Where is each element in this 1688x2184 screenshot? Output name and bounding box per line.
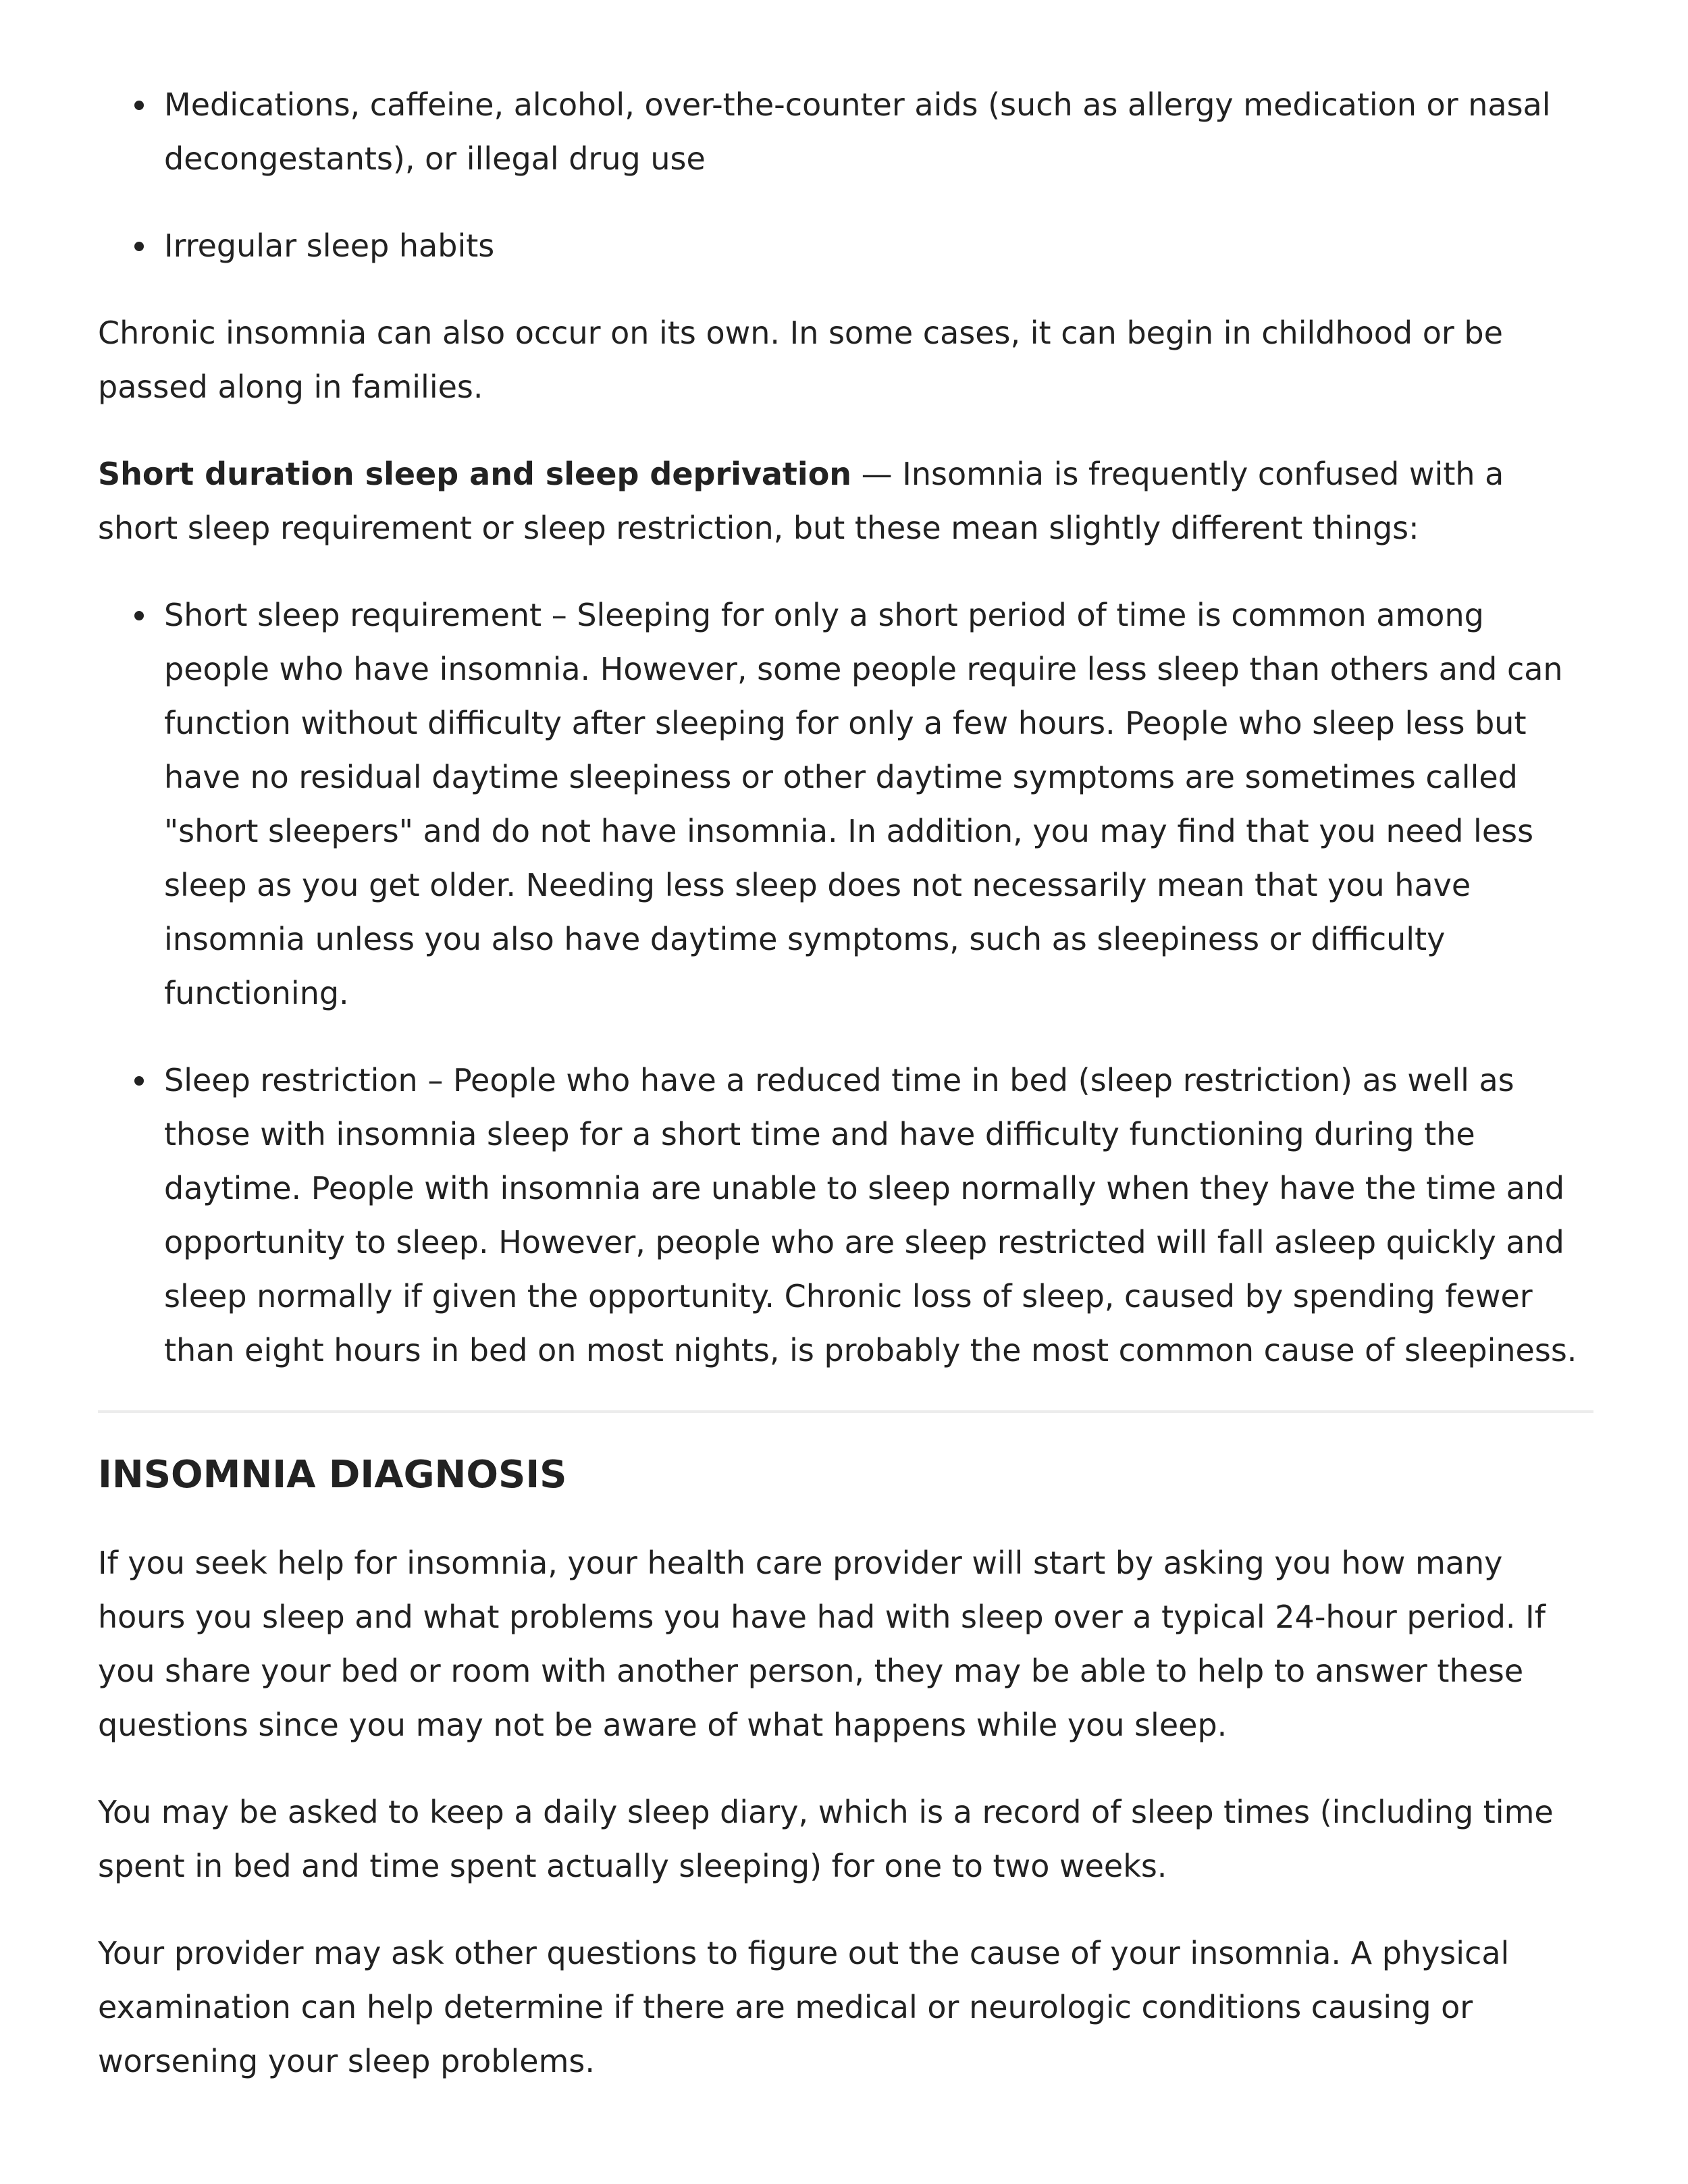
article-content [98,78,1593,2121]
section-divider [98,1410,1593,1413]
list-item: Irregular sleep habits [164,219,1593,273]
diagnosis-paragraph: If you seek help for insomnia, your health care provider will start by asking you how many hours you sleep and what problems you have had with sleep over a typical 24-hour period. If you share your bed or room with another person, they may be able to help to answer these questions since you may not be aware of what happens while you sleep. [98,1545,1546,1743]
short-duration-text: — Insomnia is frequently confused with a short sleep requirement or sleep restriction, but these mean slightly different things: [98,456,1504,546]
list-item: Sleep restriction – People who have a reduced time in bed (sleep restriction) as well as those with insomnia sleep for a short time and have difficulty functioning during the daytime. People with insomnia are unable to sleep normally when they have the time and opportunity to sleep. However, people who are sleep restricted will fall asleep quickly and sleep normally if given the opportunity. Chronic loss of sleep, caused by spending fewer than eight hours in bed on most nights, is probably the most common cause of sleepiness. [164,1053,1593,1377]
sleep-types-list [98,588,1593,1377]
diagnosis-paragraph: Your provider may ask other questions to figure out the cause of your insomnia. A physical examination can help determine if there are medical or neurologic conditions causing or worsening your sleep problems. [98,1935,1510,2079]
causes-list [98,78,1593,273]
short-duration-paragraph [98,447,1593,555]
short-duration-term: Short duration sleep and sleep deprivation [98,456,852,492]
section-heading: INSOMNIA DIAGNOSIS [98,1453,567,1497]
list-item: Medications, caffeine, alcohol, over-the-counter aids (such as allergy medication or nasal decongestants), or illegal drug use [164,78,1593,186]
diagnosis-paragraph: You may be asked to keep a daily sleep diary, which is a record of sleep times (including time spent in bed and time spent actually sleeping) for one to two weeks. [98,1794,1554,1884]
list-item: Short sleep requirement – Sleeping for only a short period of time is common among people who have insomnia. However, some people require less sleep than others and can function without difficulty after sleeping for only a few hours. People who sleep less but have no residual daytime sleepiness or other daytime symptoms are sometimes called "short sleepers" and do not have insomnia. In addition, you may find that you need less sleep as you get older. Needing less sleep does not necessarily mean that you have insomnia unless you also have daytime symptoms, such as sleepiness or difficulty functioning. [164,588,1593,1020]
chronic-insomnia-paragraph: Chronic insomnia can also occur on its own. In some cases, it can begin in childhood or be passed along in families. [98,315,1503,405]
